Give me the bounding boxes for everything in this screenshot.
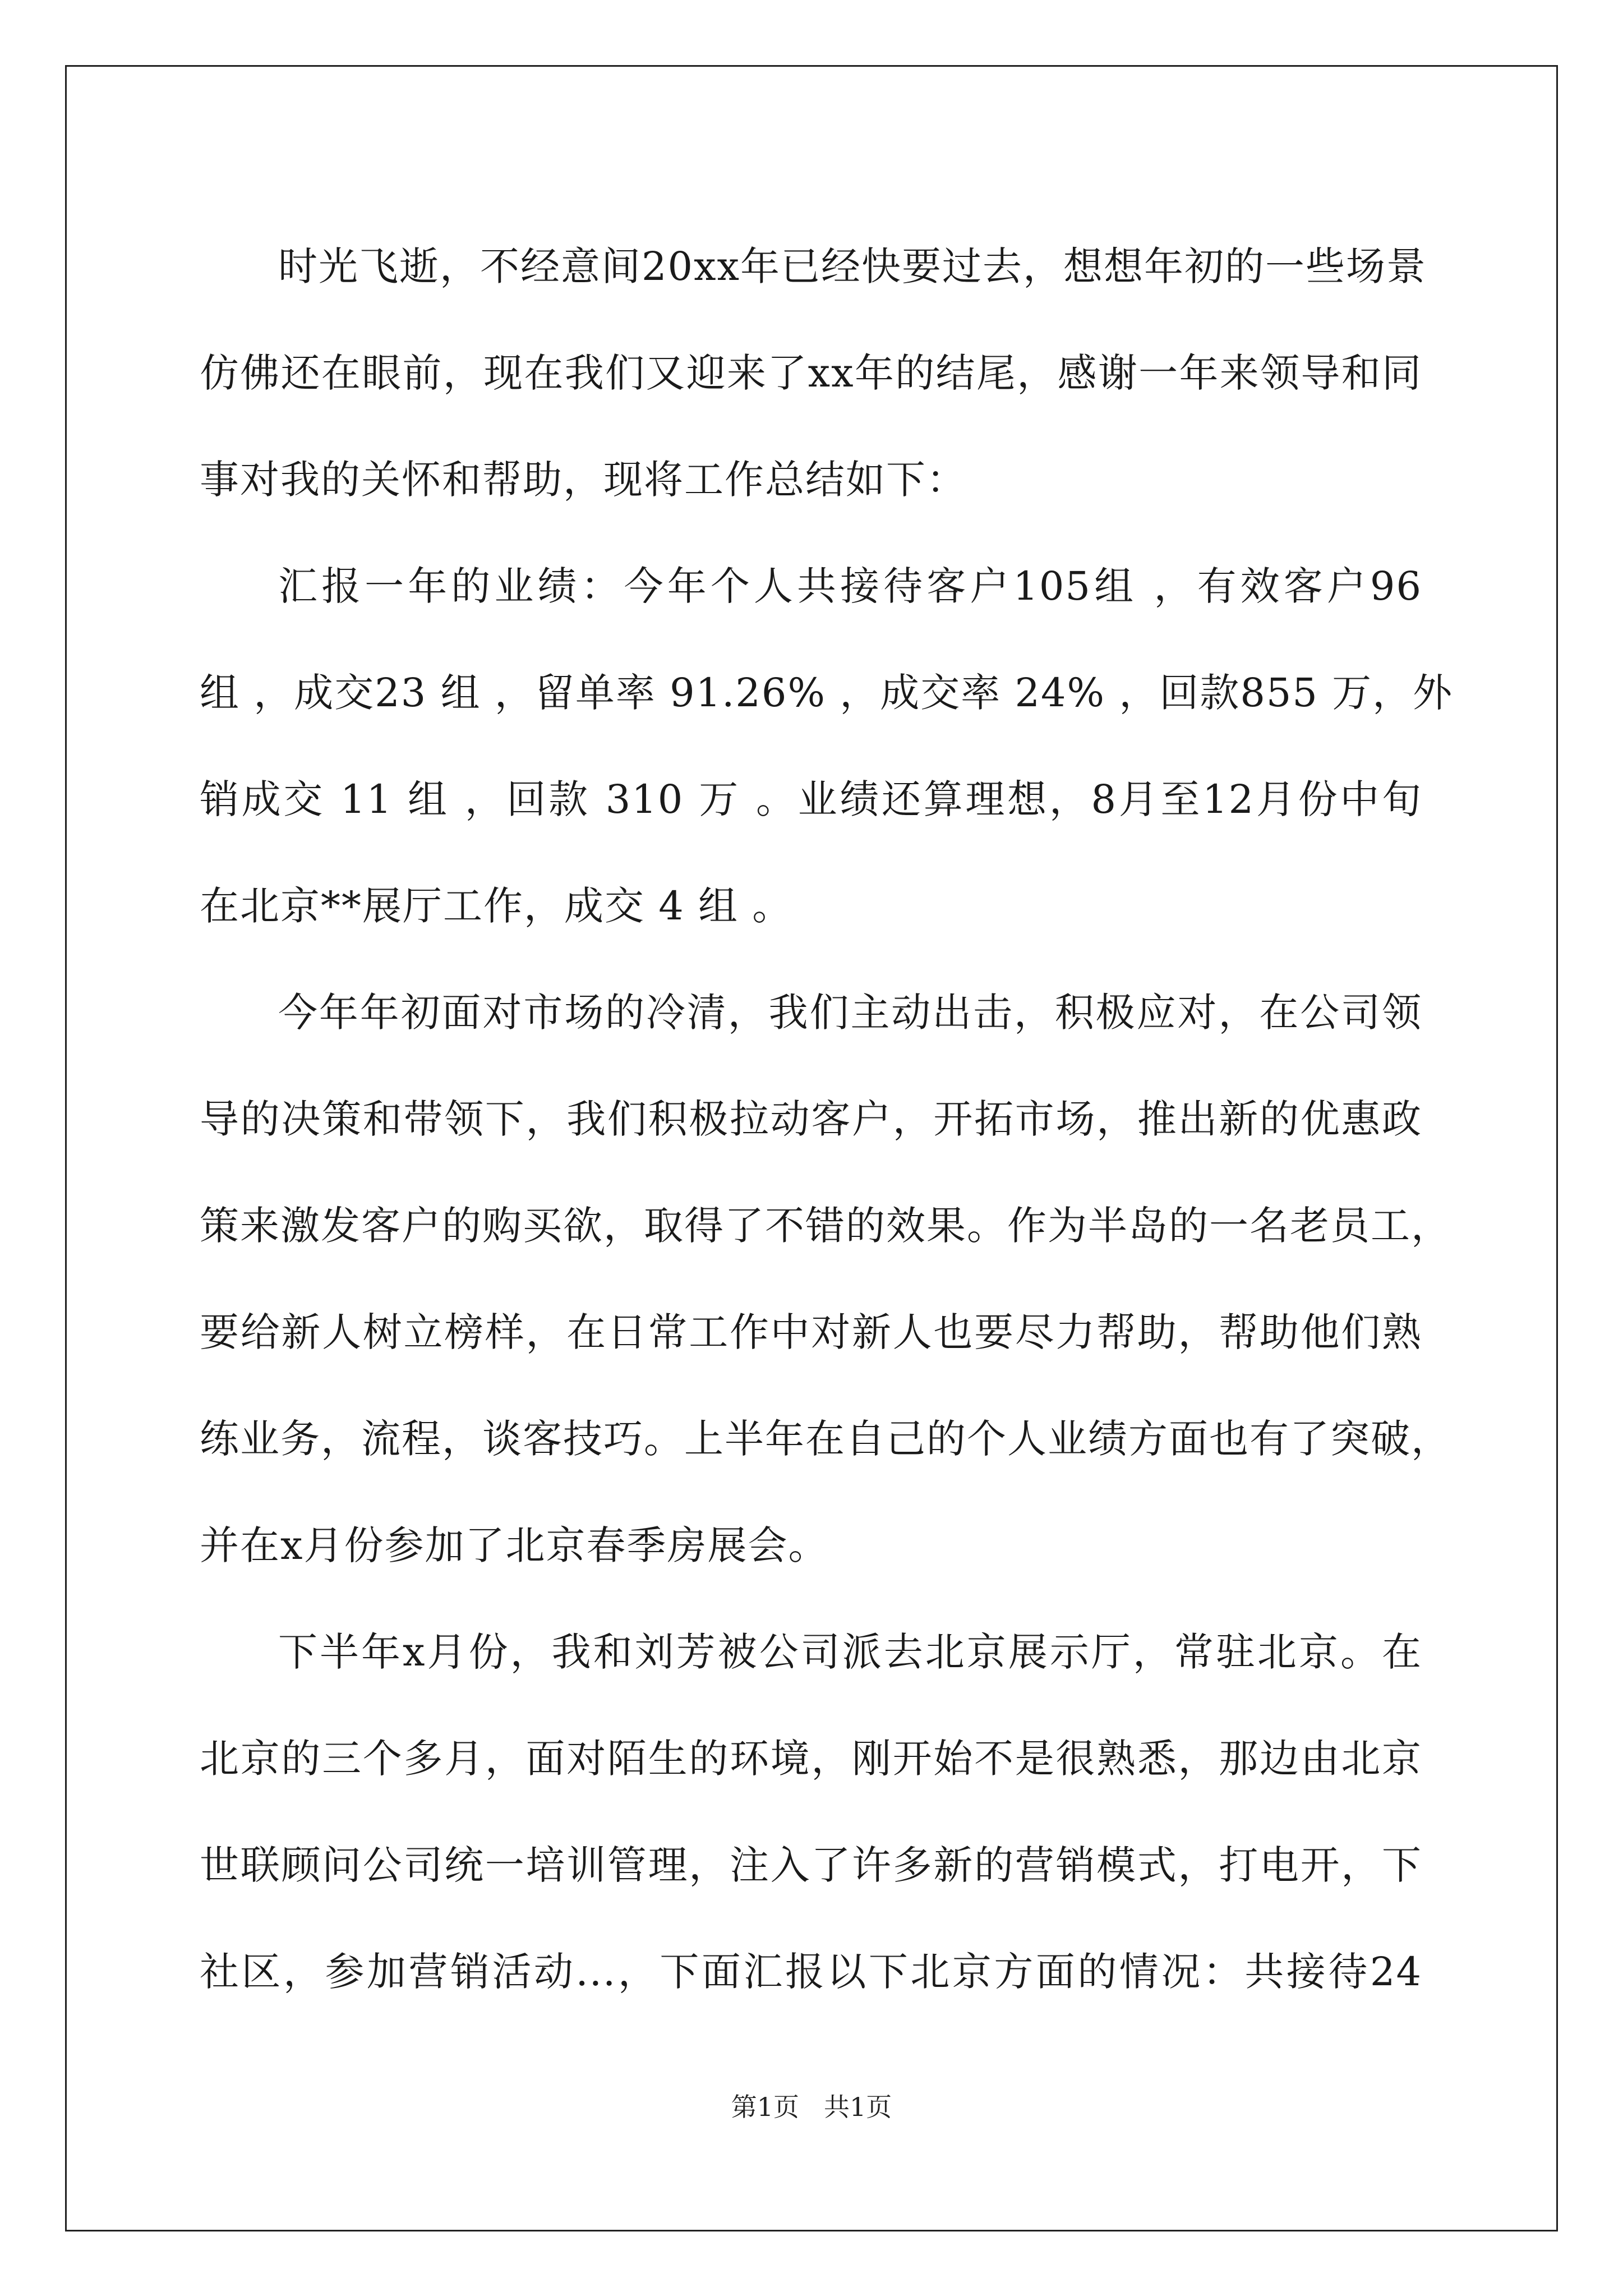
text-line: 销成交 11 组 ，回款 310 万 。业绩还算理想，8月至12月份中旬 — [200, 776, 1422, 822]
page-number: 第1页 — [731, 2092, 799, 2122]
text-line: 在北京**展厅工作，成交 4 组 。 — [200, 883, 793, 929]
text-line: 今年年初面对市场的冷清，我们主动出击，积极应对，在公司领 — [278, 990, 1422, 1036]
text-line: 社区，参加营销活动...，下面汇报以下北京方面的情况：共接待24 — [200, 1949, 1422, 1995]
text-line: 下半年x月份，我和刘芳被公司派去北京展示厅，常驻北京。在 — [278, 1629, 1422, 1675]
text-line: 练业务，流程，谈客技巧。上半年在自己的个人业绩方面也有了突破， — [200, 1416, 1451, 1462]
page-footer — [0, 2087, 1623, 2124]
page-total: 共1页 — [824, 2092, 892, 2122]
text-line: 组 ，成交23 组 ，留单率 91.26% ，成交率 24% ，回款855 万，外 — [200, 670, 1454, 716]
paragraph-first-half — [200, 959, 1451, 1599]
document-body — [200, 213, 1454, 2025]
text-line: 北京的三个多月，面对陌生的环境，刚开始不是很熟悉，那边由北京 — [200, 1736, 1422, 1782]
text-line: 仿佛还在眼前，现在我们又迎来了xx年的结尾，感谢一年来领导和同 — [200, 350, 1423, 396]
text-line: 事对我的关怀和帮助，现将工作总结如下： — [200, 457, 967, 503]
text-line: 世联顾问公司统一培训管理，注入了许多新的营销模式，打电开，下 — [200, 1842, 1422, 1888]
text-line: 汇报一年的业绩：今年个人共接待客户105组 ，有效客户96 — [278, 563, 1422, 609]
paragraph-second-half — [200, 1599, 1422, 2025]
text-line: 并在x月份参加了北京春季房展会。 — [200, 1522, 829, 1568]
text-line: 策来激发客户的购买欲，取得了不错的效果。作为半岛的一名老员工， — [200, 1203, 1451, 1249]
text-line: 要给新人树立榜样，在日常工作中对新人也要尽力帮助，帮助他们熟 — [200, 1309, 1422, 1355]
text-line: 导的决策和带领下，我们积极拉动客户，开拓市场，推出新的优惠政 — [200, 1096, 1422, 1142]
paragraph-intro — [200, 213, 1427, 533]
paragraph-performance — [200, 533, 1454, 959]
text-line: 时光飞逝，不经意间20xx年已经快要过去，想想年初的一些场景 — [278, 243, 1427, 289]
